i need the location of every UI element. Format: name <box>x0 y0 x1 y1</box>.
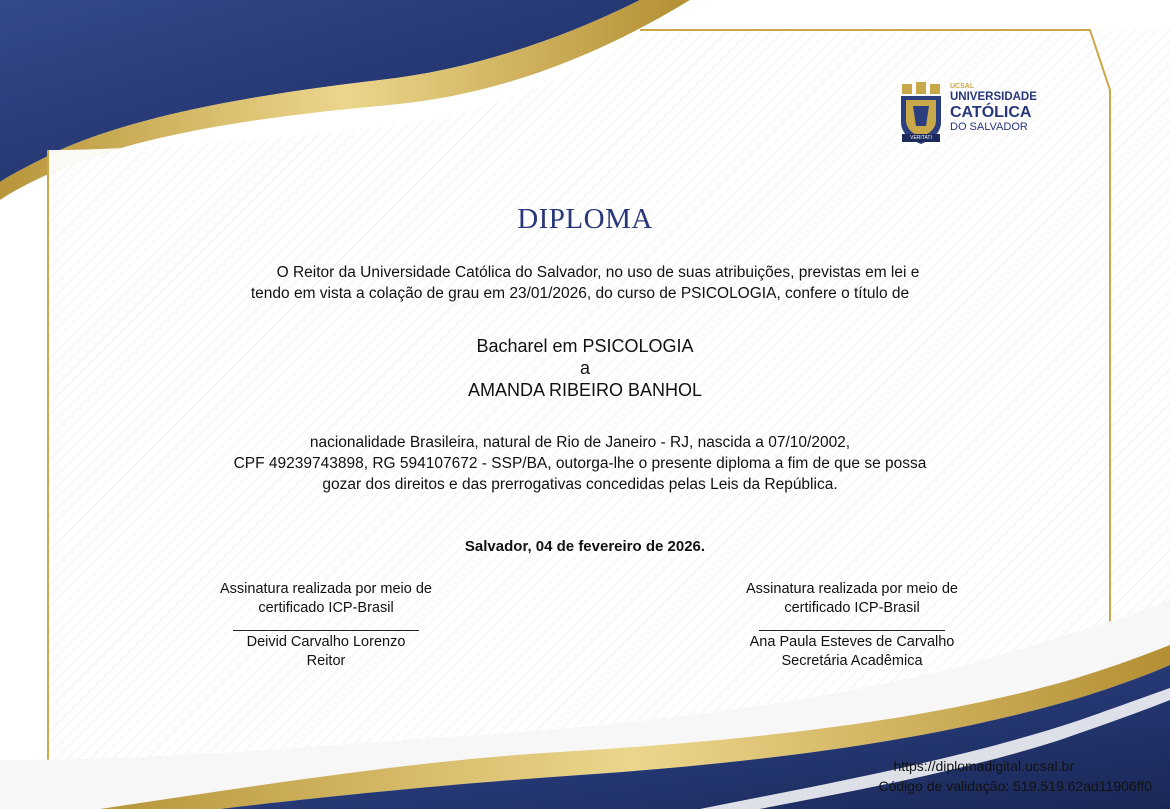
logo-line-1: UNIVERSIDADE <box>950 91 1037 103</box>
logo-small-text: UCSAL <box>950 83 975 90</box>
logo-motto: VERITATI <box>910 135 932 141</box>
signature-note-line-1: Assinatura realizada por meio de <box>220 581 432 597</box>
signature-secretary <box>702 580 1002 671</box>
signature-note-line-2: certificado ICP-Brasil <box>784 600 920 616</box>
degree-connector: a <box>579 358 590 378</box>
signature-line <box>759 630 945 631</box>
graduate-name: AMANDA RIBEIRO BANHOL <box>467 380 703 400</box>
logo-line-2: CATÓLICA <box>950 104 1032 121</box>
degree-block <box>0 335 1170 401</box>
university-logo <box>898 82 1048 148</box>
signer-name: Deivid Carvalho Lorenzo <box>246 634 406 650</box>
details-line-3: gozar dos direitos e das prerrogativas concedidas pelas Leis da República. <box>322 476 838 493</box>
footer <box>879 756 1153 796</box>
details-line-1: nacionalidade Brasileira, natural de Rio de Janeiro - RJ, nascida a 07/10/2002, <box>309 434 851 451</box>
logo-line-3: DO SALVADOR <box>950 121 1028 133</box>
validation-url[interactable]: https://diplomadigital.ucsal.br <box>893 758 1074 774</box>
intro-paragraph <box>180 262 980 304</box>
intro-line-1: O Reitor da Universidade Católica do Salvador, no uso de suas atribuições, previstas em lei e <box>276 264 920 281</box>
signature-note-line-2: certificado ICP-Brasil <box>258 600 394 616</box>
signer-name: Ana Paula Esteves de Carvalho <box>749 634 955 650</box>
details-paragraph <box>180 432 980 495</box>
degree-title: Bacharel em PSICOLOGIA <box>476 336 694 356</box>
signature-line <box>233 630 419 631</box>
details-line-2: CPF 49239743898, RG 594107672 - SSP/BA, outorga-lhe o presente diploma a fim de que se possa <box>233 455 927 472</box>
intro-line-2: tendo em vista a colação de grau em 23/01/2026, do curso de PSICOLOGIA, confere o título de <box>250 285 910 302</box>
validation-code: Código de validação: 519.519.62ad11906ff0 <box>878 778 1152 794</box>
signature-note-line-1: Assinatura realizada por meio de <box>746 581 958 597</box>
signature-rector <box>176 580 476 671</box>
place-date: Salvador, 04 de fevereiro de 2026. <box>464 538 706 555</box>
signer-role: Reitor <box>306 653 346 669</box>
diploma-title: DIPLOMA <box>517 203 653 235</box>
signer-role: Secretária Acadêmica <box>781 653 923 669</box>
